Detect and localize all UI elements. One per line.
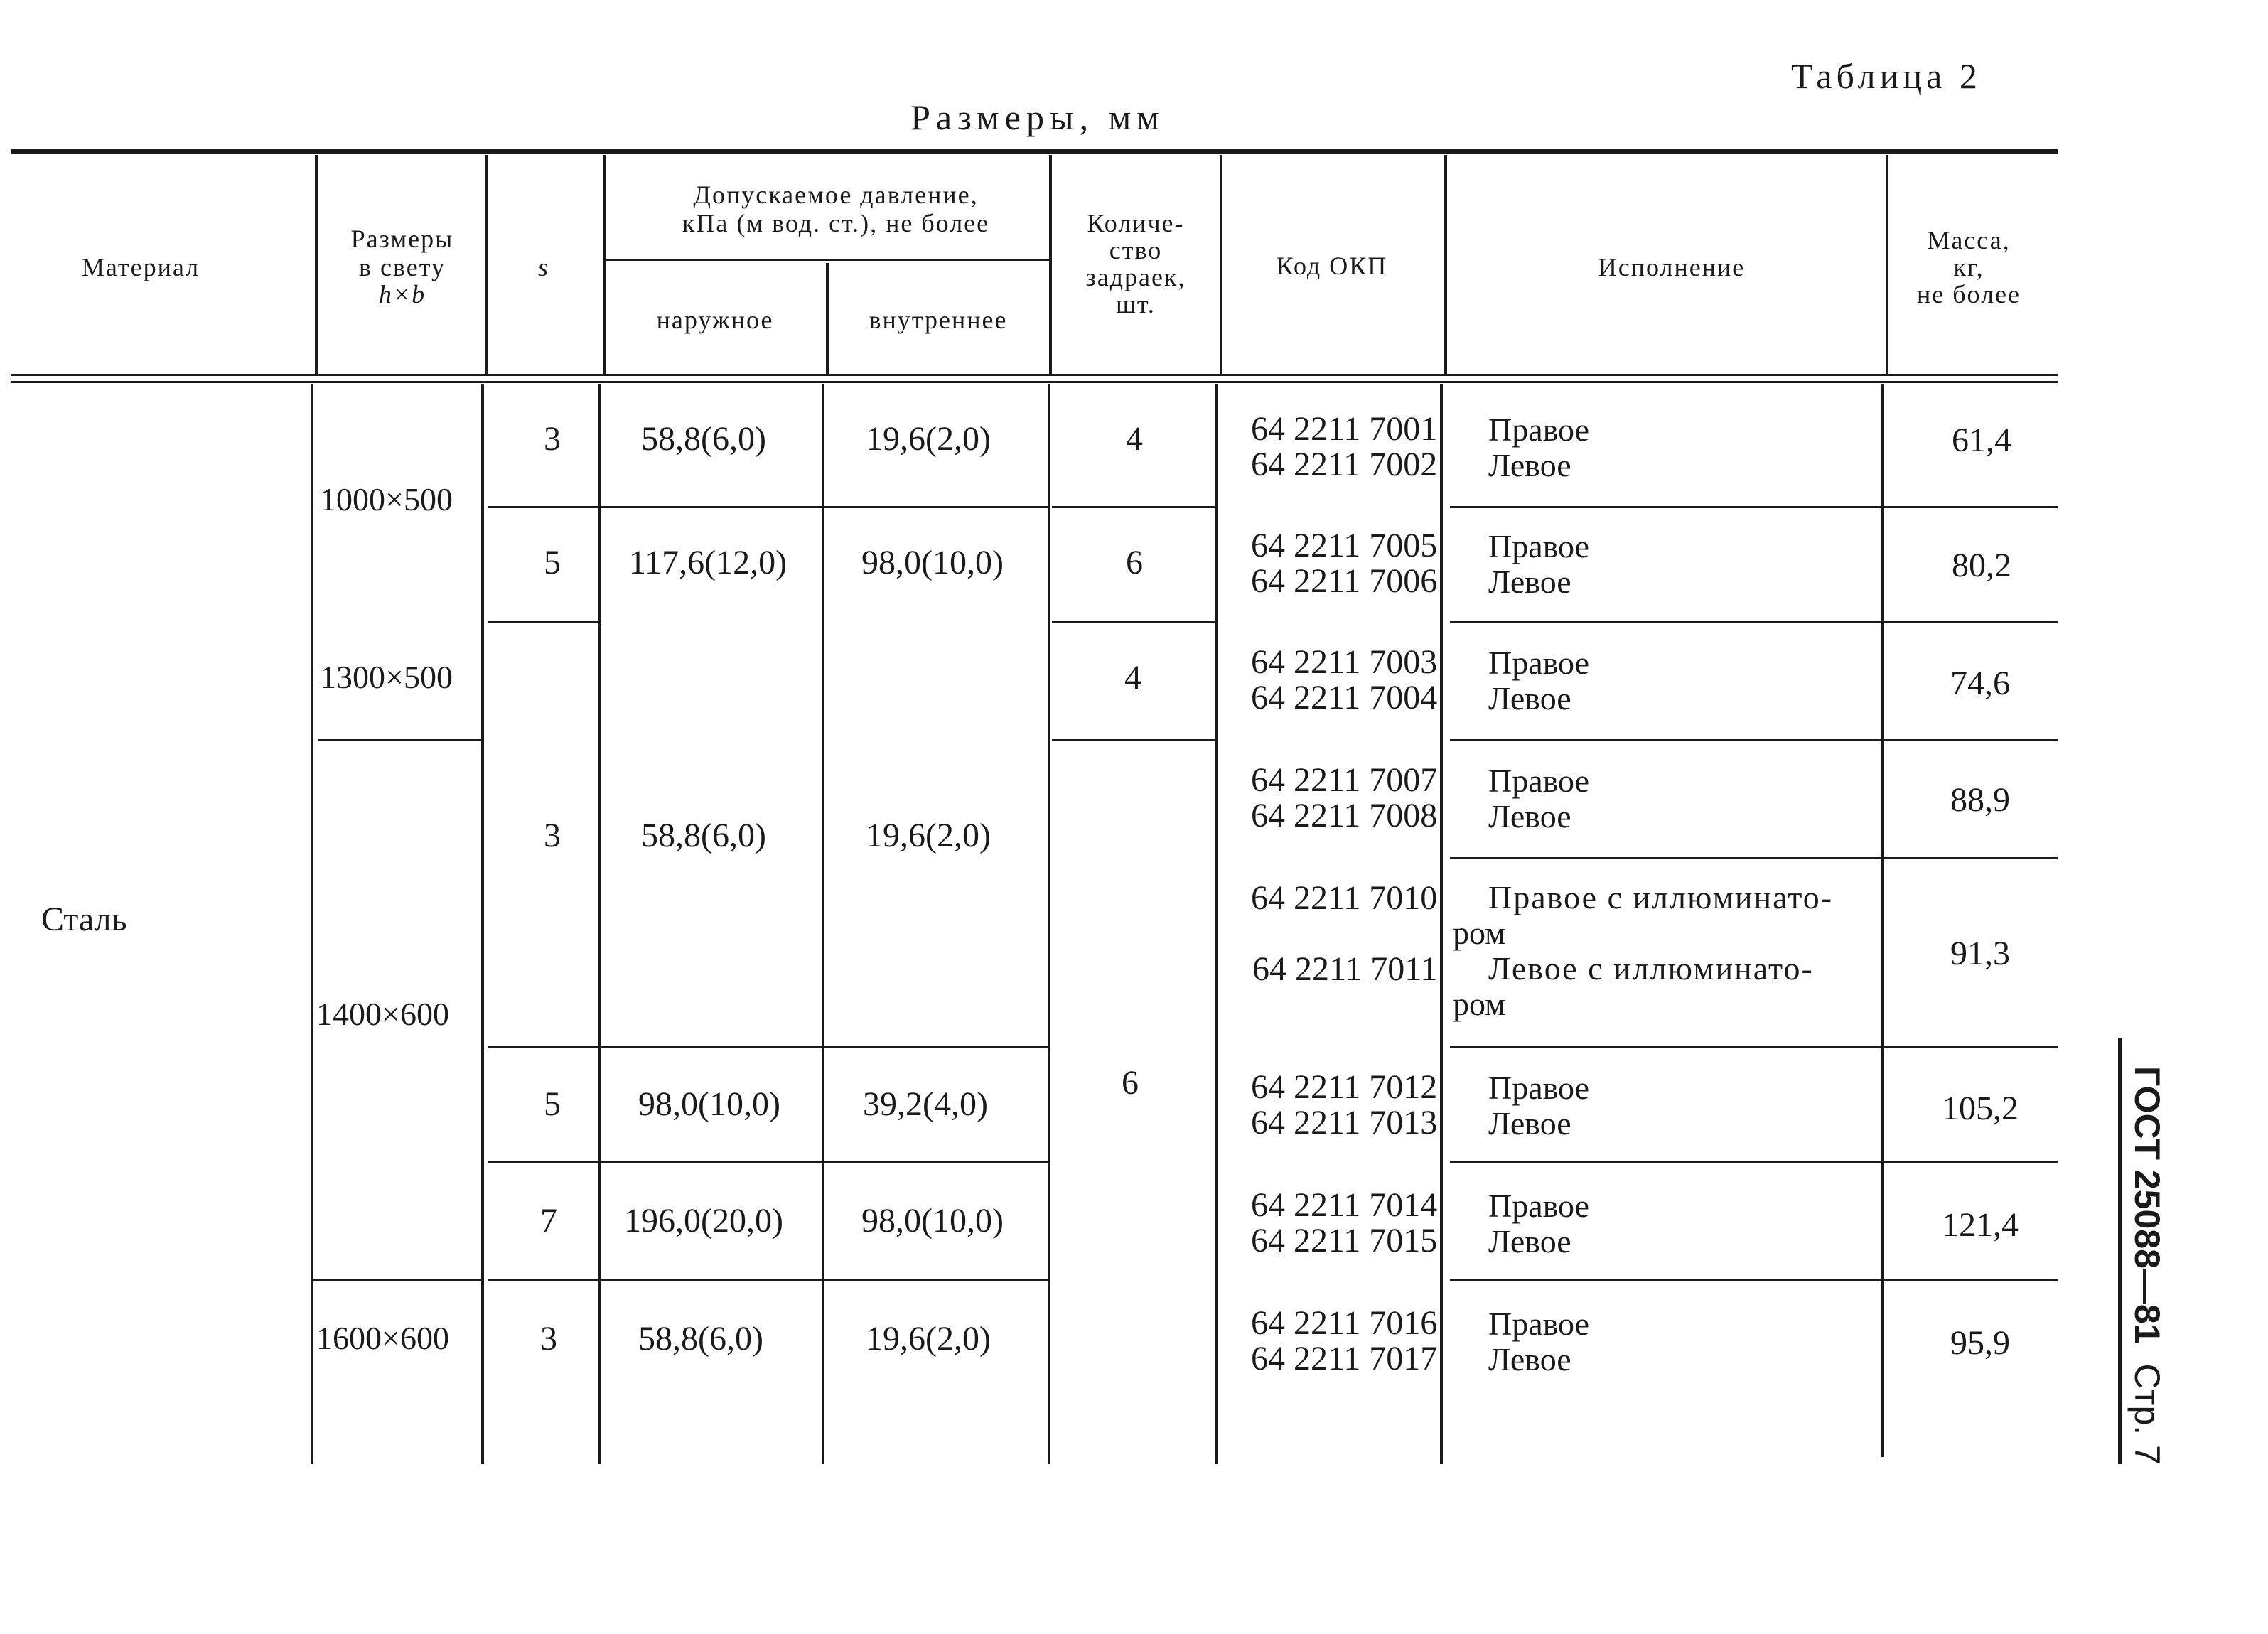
body-col-line (598, 384, 601, 1464)
header-outer: наружное (656, 306, 774, 334)
header-count-line-1: Количе- (1087, 209, 1185, 237)
okp-code: 64 2211 7011 (1252, 950, 1438, 988)
version-cell: ром (1453, 915, 1506, 951)
s-cell: 3 (544, 420, 561, 458)
row-rule (1450, 739, 2058, 741)
header-size-line-1: Размеры (350, 225, 454, 253)
version-cell: Левое (1488, 1105, 1571, 1141)
mass-cell: 74,6 (1950, 665, 2010, 702)
body-col-line (1881, 384, 1884, 1457)
mass-cell: 80,2 (1952, 547, 2011, 584)
row-rule (1052, 739, 1215, 741)
version-cell: Левое (1488, 680, 1571, 716)
mass-cell: 105,2 (1942, 1090, 2019, 1127)
header-s: s (537, 253, 550, 281)
table-caption: Размеры, мм (910, 97, 1165, 137)
size-cell: 1600×600 (316, 1320, 449, 1356)
header-mass-line-1: Масса, (1927, 226, 2011, 254)
header-divider (1886, 155, 1888, 374)
version-cell: Правое (1488, 645, 1590, 681)
okp-code: 64 2211 7002 (1251, 446, 1438, 483)
side-rule (2118, 1038, 2122, 1464)
row-rule (488, 506, 1048, 508)
header-divider (826, 263, 829, 374)
header-bottom-rule-2 (11, 381, 2058, 383)
body-col-line (1215, 384, 1218, 1464)
okp-code: 64 2211 7005 (1251, 527, 1438, 564)
row-rule (1450, 621, 2058, 623)
count-cell: 6 (1126, 544, 1143, 581)
header-divider (1444, 155, 1447, 374)
version-cell: Левое (1488, 447, 1571, 483)
header-bottom-rule-1 (11, 374, 2058, 376)
header-divider (603, 155, 606, 374)
outer-pressure-cell: 117,6(12,0) (628, 544, 788, 581)
header-divider (1049, 155, 1052, 374)
pressure-header-rule (604, 259, 1049, 261)
s-cell: 7 (540, 1202, 557, 1240)
inner-pressure-cell: 19,6(2,0) (866, 817, 991, 854)
body-col-line (822, 384, 824, 1464)
okp-code: 64 2211 7010 (1251, 879, 1438, 917)
inner-pressure-cell: 98,0(10,0) (861, 1202, 1004, 1240)
header-mass-line-3: не более (1916, 280, 2021, 308)
row-rule (1450, 1279, 2058, 1281)
header-inner: внутреннее (869, 306, 1008, 334)
header-material: Материал (81, 253, 200, 281)
mass-cell: 121,4 (1942, 1206, 2019, 1244)
row-rule (1450, 857, 2058, 859)
header-size-line-2: в свету (359, 253, 446, 281)
version-cell: Левое с иллюминато- (1488, 950, 1814, 987)
body-col-line (1440, 384, 1443, 1464)
header-version: Исполнение (1598, 253, 1746, 281)
row-rule (488, 621, 598, 623)
row-rule (488, 1279, 1048, 1281)
row-rule (488, 1046, 1048, 1048)
page-reference (2127, 1066, 2168, 1465)
s-cell: 3 (540, 1320, 557, 1358)
version-cell: Левое (1488, 798, 1571, 834)
row-rule (1052, 621, 1215, 623)
header-count-line-4: шт. (1116, 290, 1156, 318)
header-divider (1220, 155, 1222, 374)
outer-pressure-cell: 58,8(6,0) (641, 420, 766, 458)
row-rule (1450, 1046, 2058, 1048)
table-top-rule (11, 149, 2058, 154)
version-cell: Правое (1488, 1070, 1590, 1106)
header-count-line-2: ство (1109, 236, 1163, 264)
version-cell: Левое (1488, 1223, 1571, 1259)
header-divider (315, 155, 318, 374)
body-col-line (1048, 384, 1050, 1464)
outer-pressure-cell: 58,8(6,0) (638, 1320, 763, 1358)
material-cell: Сталь (41, 901, 127, 938)
count-cell: 6 (1122, 1064, 1139, 1102)
size-cell: 1400×600 (316, 996, 449, 1032)
okp-code: 64 2211 7015 (1251, 1222, 1438, 1259)
header-size-line-3: h×b (378, 280, 426, 308)
body-col-line (481, 384, 484, 1464)
size-cell: 1300×500 (320, 659, 453, 695)
okp-code: 64 2211 7013 (1251, 1104, 1438, 1141)
version-cell: Левое (1488, 1341, 1571, 1377)
version-cell: Правое (1488, 1306, 1590, 1342)
header-pressure-line-1: Допускаемое давление, (693, 181, 979, 209)
okp-code: 64 2211 7014 (1251, 1186, 1438, 1224)
version-cell: ром (1453, 986, 1506, 1022)
version-cell: Правое (1488, 763, 1590, 799)
mass-cell: 95,9 (1950, 1324, 2010, 1362)
okp-code: 64 2211 7012 (1251, 1068, 1438, 1106)
version-cell: Правое с иллюминато- (1488, 879, 1834, 915)
page-number: Стр. 7 (2127, 1363, 2167, 1465)
outer-pressure-cell: 196,0(20,0) (624, 1202, 783, 1240)
mass-cell: 61,4 (1952, 421, 2011, 459)
inner-pressure-cell: 39,2(4,0) (863, 1085, 988, 1123)
inner-pressure-cell: 19,6(2,0) (866, 420, 991, 458)
s-cell: 5 (544, 1085, 561, 1123)
outer-pressure-cell: 98,0(10,0) (638, 1085, 780, 1123)
row-rule (313, 1279, 481, 1281)
header-count-line-3: задраек, (1085, 263, 1186, 291)
okp-code: 64 2211 7008 (1251, 797, 1438, 834)
mass-cell: 91,3 (1950, 935, 2010, 972)
mass-cell: 88,9 (1950, 781, 2010, 819)
okp-code: 64 2211 7004 (1251, 679, 1438, 716)
size-cell: 1000×500 (320, 481, 453, 517)
row-rule (1450, 506, 2058, 508)
okp-code: 64 2211 7007 (1251, 761, 1438, 799)
header-divider (485, 155, 488, 374)
okp-code: 64 2211 7001 (1251, 410, 1438, 448)
outer-pressure-cell: 58,8(6,0) (641, 817, 766, 854)
okp-code: 64 2211 7016 (1251, 1304, 1438, 1342)
okp-code: 64 2211 7017 (1251, 1340, 1438, 1377)
table-label: Таблица 2 (1791, 56, 1982, 96)
s-cell: 3 (544, 817, 561, 854)
version-cell: Правое (1488, 528, 1590, 564)
header-mass-line-2: кг, (1953, 253, 1984, 281)
version-cell: Правое (1488, 412, 1590, 448)
inner-pressure-cell: 19,6(2,0) (866, 1320, 991, 1358)
row-rule (318, 739, 481, 741)
version-cell: Левое (1488, 564, 1571, 600)
row-rule (1052, 506, 1215, 508)
count-cell: 4 (1124, 659, 1141, 697)
version-cell: Правое (1488, 1188, 1590, 1224)
count-cell: 4 (1126, 420, 1143, 458)
row-rule (1450, 1161, 2058, 1163)
okp-code: 64 2211 7003 (1251, 643, 1438, 681)
s-cell: 5 (544, 544, 561, 581)
okp-code: 64 2211 7006 (1251, 562, 1438, 600)
header-code: Код ОКП (1276, 252, 1388, 280)
header-pressure-line-2: кПа (м вод. ст.), не более (682, 209, 990, 237)
gost-number: ГОСТ 25088—81 (2127, 1066, 2167, 1344)
body-col-line (311, 384, 313, 1464)
row-rule (488, 1161, 1048, 1163)
inner-pressure-cell: 98,0(10,0) (861, 544, 1004, 581)
